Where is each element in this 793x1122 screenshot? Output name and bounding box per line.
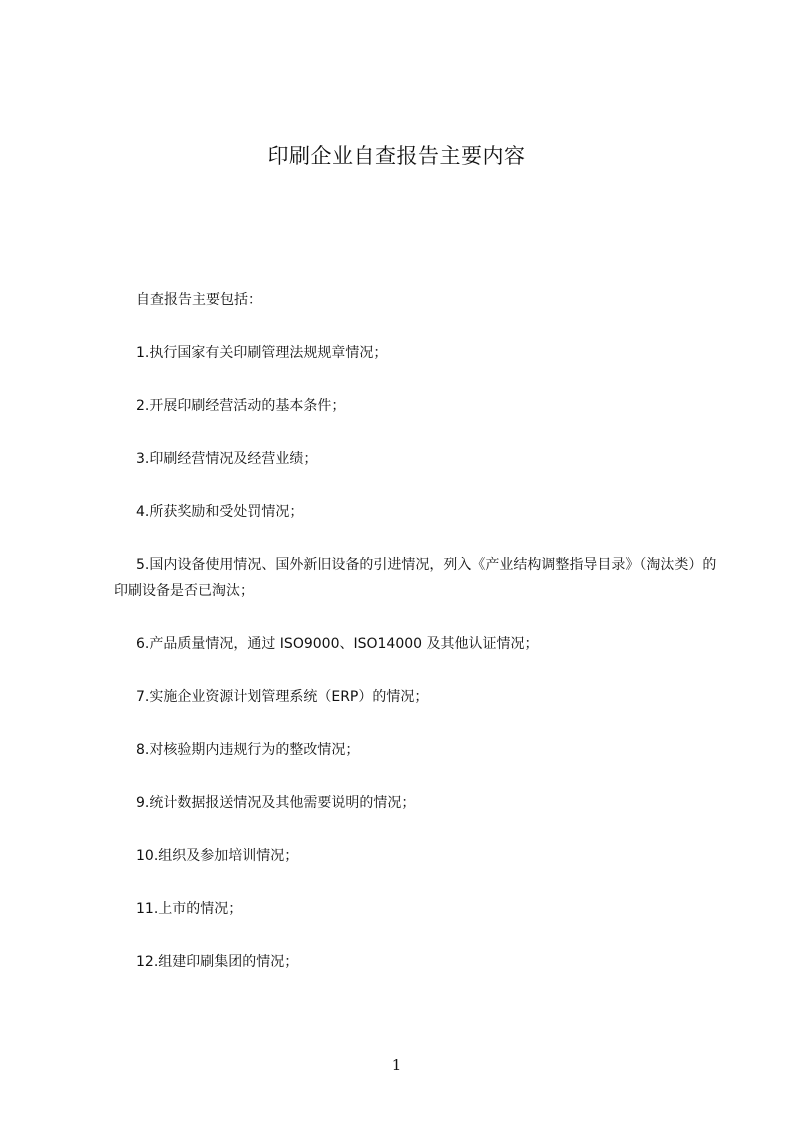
list-item: 3.印刷经营情况及经营业绩； — [136, 451, 318, 467]
list-item: 4.所获奖励和受处罚情况； — [136, 504, 304, 520]
intro-paragraph: 自查报告主要包括： — [136, 292, 262, 308]
document-body — [114, 287, 717, 1002]
list-item: 11.上市的情况； — [136, 901, 243, 917]
document-title: 印刷企业自查报告主要内容 — [267, 144, 526, 168]
list-item: 1.执行国家有关印刷管理法规规章情况； — [136, 345, 388, 361]
list-item: 2.开展印刷经营活动的基本条件； — [136, 398, 346, 414]
page-number: 1 — [391, 1056, 402, 1074]
list-item: 10.组织及参加培训情况； — [136, 848, 299, 864]
list-item: 6.产品质量情况，通过 ISO9000、ISO14000 及其他认证情况； — [136, 636, 539, 652]
list-item: 5.国内设备使用情况、国外新旧设备的引进情况，列入《产业结构调整指导目录》（淘汰类）的印刷设备是否已淘汰； — [114, 557, 717, 599]
list-item: 12.组建印刷集团的情况； — [136, 954, 299, 970]
list-item: 8.对核验期内违规行为的整改情况； — [136, 742, 360, 758]
list-item: 9.统计数据报送情况及其他需要说明的情况； — [136, 795, 416, 811]
list-item: 7.实施企业资源计划管理系统（ERP）的情况； — [136, 689, 429, 705]
